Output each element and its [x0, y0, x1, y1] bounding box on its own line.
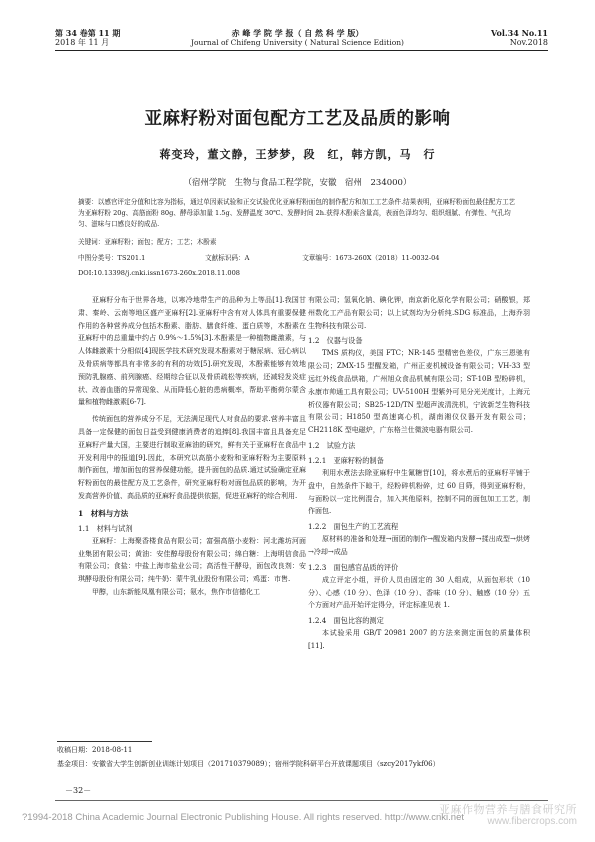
process-flow: 原材料的准备和处理→面团的制作→醒发箱内发酵→揉出成型→烘烤→冷却→成品: [308, 535, 530, 556]
left-column: [78, 294, 306, 599]
subsection-heading-1-2-4: 1.2.4 面包比容的测定: [308, 616, 384, 626]
journal-title-en: Journal of Chifeng University ( Natural Science Edition): [190, 38, 404, 47]
subsection-heading-1-1: 1.1 材料与试剂: [78, 523, 133, 533]
clc-number: 中图分类号：TS201.1: [78, 254, 146, 262]
sensory-paragraph: 成立评定小组，评价人员由固定的 30 人组成，从面包形状（10 分）、心感（10 分）、色泽（10 分）、香味（10 分）、触感（10 分）五个方面对产品开始评定得分，评定标准见表 1.: [308, 575, 530, 610]
subsection-heading-1-2: 1.2 仪器与设备: [308, 336, 363, 346]
article-title: 亚麻籽粉对面包配方工艺及品质的影响: [144, 109, 451, 129]
abstract: 摘要：以感官评定分值和比容为指标，通过单因素试验和正交试验优化亚麻籽粉面包的制作配方和加工工艺条件.结果表明，亚麻籽粉面包最佳配方工艺为亚麻籽粉 20g、高筋面粉 80g、酵母添加量 1.5g、发酵温度 30℃、发酵时间 2h.获得木酚素含量高，表面色泽均匀、组织细腻、有弹性、气孔均匀、滋味与口感良好的成品.: [78, 198, 516, 229]
volume-issue: 第 34 卷第 11 期: [55, 28, 121, 38]
article-number: 文章编号：1673-260X（2018）11-0032-04: [302, 254, 440, 262]
doi: DOI:10.13398/j.cnki.issn1673-260x.2018.11.008: [78, 269, 240, 277]
intro-paragraph-1: 亚麻籽分布于世界各地，以寒冷地带生产的品种为上等品[1].我国甘肃、秦岭、云南等地区盛产亚麻籽[2].亚麻籽中含有对人体具有重要保健作用的各种营养成分包括木酚素、脂肪、膳食纤维、蛋白质等，木酚素在亚麻籽中的总重量中约占 0.9%～1.5%[3].木酚素是一种植物雌激素，与人体雌激素十分相似[4]现医学技术研究发现木酚素对于糖尿病、冠心病以及骨质病等都具有非常多的有利的功效[5].研究发现，木酚素能够有效地预防乳腺癌、前列腺癌、经期综合征以及骨质疏松等疾病，还减轻发炎症状、改善血脂的异常现象、从而降低心脏的患病概率，帮助平衡荷尔蒙含量和植物雌激素[6-7].: [78, 296, 306, 407]
received-date: 收稿日期：2018-08-11: [57, 746, 133, 754]
intro-paragraph-2: 传统面包的营养成分不足，无法满足现代人对食品的要求.营养丰富且具备一定保健的面包日益受到健康消费者的追捧[8].我国丰富且具备充足亚麻籽产量大国，主要进行制取亚麻油的研究，鲜有关于亚麻籽在食品中开发利用中的报道[9].因此，本研究以高筋小麦粉和亚麻籽粉为主要原料制作面包，增加面包的营养保健功能，提升面包的品质.通过试验确定亚麻籽粉面包的最佳配方及工艺条件，研究亚麻籽粉对面包品质的影响，为开发高营养价值、高品质的亚麻籽食品提供依据，促进亚麻籽的综合利用.: [78, 415, 306, 500]
equipment-paragraph: TMS 质构仪，美国 FTC；NR-145 型精密色差仪，广东三恩驰有限公司；ZMX-15 型醒发箱，广州正麦机械设备有限公司；VH-33 型远红外线食品烘箱，广州旭众食品机械有限公司；ST-10B 型粉碎机，永康市帅通工具有限公司；UV-5100H 型紫外可见分光光度计，上海元析仪器有限公司；SB25-12D/TN 型超声波清洗机，宁波新芝生物科技有限公司；H1850 型高速离心机，湖南湘仪仪器开发有限公司；CH2118K 型电磁炉，广东格兰仕微波电器有限公司.: [308, 349, 530, 435]
reagents-continued: 有限公司；氢氧化钠、碘化钾，南京新化原化学有限公司；硝酸银，郑州数化工产品有限公司；以上试剂均为分析纯.SDG 标准品，上海乔羽生物科技有限公司.: [308, 296, 530, 330]
right-column: [308, 294, 530, 653]
subsection-heading-1-2-3: 1.2.3 面包感官品质的评价: [308, 562, 399, 572]
flax-preparation-paragraph: 利用水煮法去除亚麻籽中生氰糖苷[10]，将水煮后的亚麻籽平铺于盘中，自然条件下晾干，经粉碎机粉碎，过 60 目筛，得到亚麻籽粉，与面粉以一定比例混合，加入其他原料，控制不同的面包加工工艺，制作面包.: [308, 468, 530, 516]
journal-title-cn: 赤 峰 学 院 学 报（ 自 然 科 学 版）: [231, 28, 364, 38]
subsection-heading-methods: 1.2 试验方法: [308, 440, 356, 450]
watermark-text: 亚麻作物营养与膳食研究所: [439, 804, 577, 816]
footer-rule: [55, 800, 548, 801]
watermark: [439, 804, 577, 828]
volume-issue-en: Vol.34 No.11: [491, 28, 548, 38]
section-heading-1: 1 材料与方法: [78, 508, 129, 518]
header-rule: [55, 50, 548, 51]
publication-date-en: Nov.2018: [509, 38, 548, 47]
page-number: －32－: [65, 786, 92, 795]
keywords: 关键词：亚麻籽粉；面包；配方；工艺；木酚素: [78, 238, 217, 246]
copyright-notice: ?1994-2018 China Academic Journal Electronic Publishing House. All rights reserved. http://www.cnki.net: [22, 812, 464, 823]
author-list: 蒋变玲，董文静，王梦梦，段 红，韩方凯，马 行: [159, 148, 436, 161]
fund-note: 基金项目：安徽省大学生创新创业训练计划项目（201710379089）；宿州学院科研平台开放课题项目（szcy2017ykf06）: [57, 760, 440, 768]
classification-line: [78, 253, 518, 264]
document-code: 文献标识码：A: [205, 254, 250, 262]
volume-paragraph: 本试验采用 GB/T 20981 2007 的方法来测定面包的质量体积[11].: [308, 629, 530, 650]
publication-date: 2018 年 11 月: [55, 38, 110, 47]
subsection-heading-1-2-2: 1.2.2 面包生产的工艺流程: [308, 522, 399, 532]
affiliation: （宿州学院 生物与食品工程学院，安徽 宿州 234000）: [183, 178, 412, 188]
reagents-paragraph: 甲醇，山东新能凤凰有限公司；氨水，焦作市信德化工: [92, 587, 260, 596]
footnote-rule: [57, 741, 152, 742]
subsection-heading-1-2-1: 1.2.1 亚麻籽粉的制备: [308, 455, 384, 465]
materials-paragraph: 亚麻籽：上海聚香楼食品有限公司；富强高筋小麦粉：河北潍坊河面业集团有限公司；黄油：安佳醇母股份有限公司；绵白糖：上海明信食品有限公司；食盐：中盐上海市盐业公司；高活性干酵母，面包改良剂：安琪酵母股份有限公司；纯牛奶：蒙牛乳业股份有限公司；鸡蛋：市售.: [78, 536, 306, 584]
watermark-url: www.fibercrops.com: [487, 816, 577, 827]
